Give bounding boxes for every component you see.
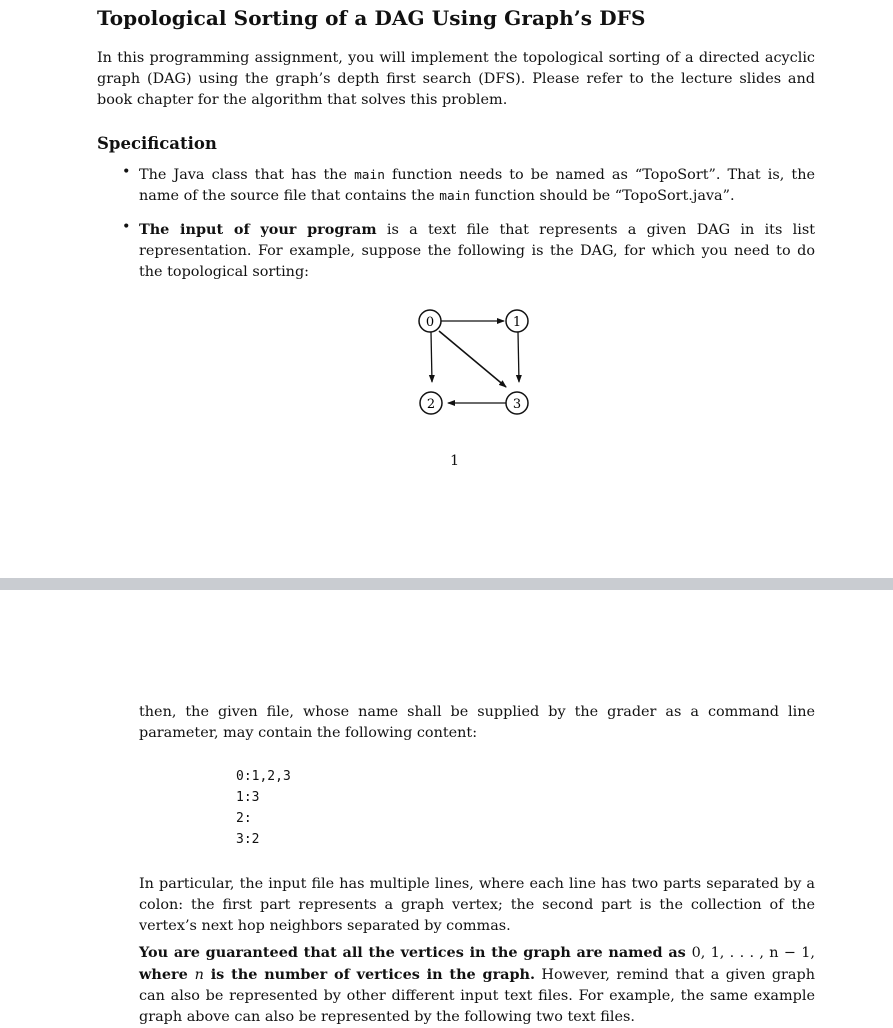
- code-line: 2:: [236, 811, 252, 826]
- bullet-2-bold: The input of your program: [139, 221, 377, 238]
- code-line: 3:2: [236, 832, 260, 847]
- code-line: 0:1,2,3: [236, 769, 291, 784]
- bullet-dot-1: •: [122, 164, 131, 180]
- bullet-1-text: [139, 165, 815, 207]
- dag-diagram: [410, 302, 540, 427]
- bullet-2-rest: is a text file that represents a given DAG in its list representation. For example, suppose the following is the DAG, for which you need to do the topological sorting:: [139, 222, 815, 280]
- page-separator: [0, 578, 893, 590]
- bullet-1-part: function needs to be named as “TopoSort”. That is, the name of the source file that contains the: [139, 167, 815, 204]
- main-code-1: main: [354, 168, 385, 183]
- vertex-3-label: 3: [512, 397, 522, 412]
- guarantee-paragraph: [139, 942, 815, 1028]
- guarantee-bold: You are guaranteed that all the vertices in the graph are named as: [139, 944, 692, 961]
- bullet-2-text: [139, 219, 815, 283]
- particular-paragraph: In particular, the input file has multiple lines, where each line has two parts separated by a colon: the first part represents a graph vertex; the second part is the collection of the vertex’s next hop neighbors separated by commas.: [139, 876, 815, 934]
- bullet-1-part: The Java class that has the: [139, 167, 355, 183]
- then-paragraph: then, the given file, whose name shall be supplied by the grader as a command line parameter, may contain the following content:: [139, 704, 815, 741]
- input-file-example: [236, 766, 291, 850]
- bullet-1-part: function should be “TopoSort.java”.: [470, 188, 735, 204]
- guarantee-bold: where: [139, 966, 195, 983]
- page-2: [0, 590, 893, 1024]
- intro-paragraph: In this programming assignment, you will implement the topological sorting of a directed acyclic graph (DAG) using the graph’s depth first search (DFS). Please refer to the lecture slides and book chapter for the algorithm that solves this problem.: [97, 50, 815, 108]
- vertex-range-math: 0, 1, . . . , n − 1,: [691, 945, 815, 961]
- n-math: n: [194, 967, 204, 983]
- specification-heading: Specification: [97, 134, 217, 153]
- code-line: 1:3: [236, 790, 260, 805]
- page-title: Topological Sorting of a DAG Using Graph’s DFS: [97, 6, 646, 30]
- guarantee-bold: is the number of vertices in the graph.: [203, 966, 536, 983]
- vertex-2-label: 2: [426, 397, 436, 412]
- edge-0-3: [439, 331, 506, 387]
- edge-0-2: [431, 332, 432, 382]
- main-code-2: main: [439, 189, 471, 204]
- vertex-1-label: 1: [512, 315, 522, 330]
- edge-1-3: [518, 332, 519, 382]
- page-number: 1: [450, 453, 460, 469]
- bullet-dot-2: •: [122, 219, 131, 235]
- guarantee-rest: However, remind that a given graph can also be represented by other different input text files. For example, the same example graph above can also be represented by the following two text files.: [139, 967, 815, 1025]
- vertex-0-label: 0: [425, 315, 435, 330]
